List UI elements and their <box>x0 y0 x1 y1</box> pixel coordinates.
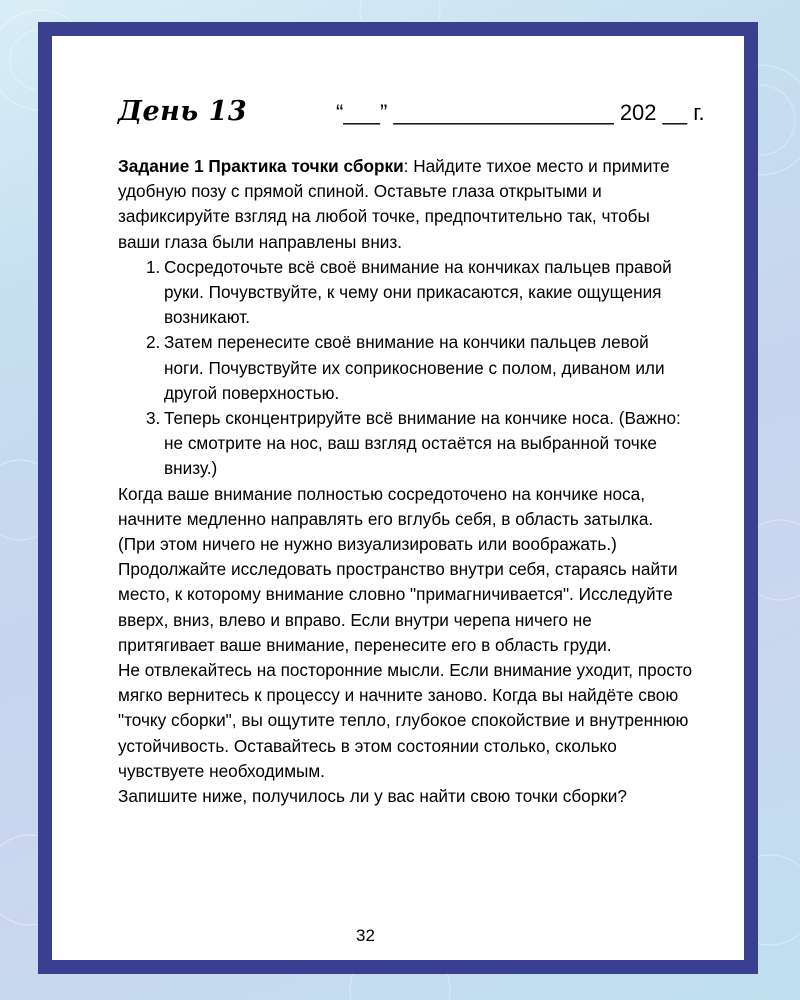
step-number: 2. <box>146 332 161 353</box>
task-intro-text: : Найдите тихое место и примите удобную позу с прямой спиной. Оставьте глаза открытыми и зафиксируйте взгляд на любой точке, предпочтительно так, чтобы ваши глаза были направлены вниз. <box>118 156 670 252</box>
list-item <box>146 330 693 406</box>
step-number: 1. <box>146 256 161 277</box>
task-intro-paragraph <box>118 154 693 255</box>
day-title: День 13 <box>118 96 248 127</box>
body-paragraph: Запишите ниже, получилось ли у вас найти свою точки сборки? <box>118 786 627 807</box>
list-item <box>146 255 693 331</box>
body-paragraph: Когда ваше внимание полностью сосредоточено на кончике носа, начните медленно направлять его вглубь себя, в область затылка. (При этом ничего не нужно визуализировать или воображать.) <box>118 483 654 555</box>
body-paragraph: Не отвлекайтесь на посторонние мысли. Если внимание уходит, просто мягко вернитесь к процессу и начните заново. Когда вы найдёте свою "точку сборки", вы ощутите тепло, глубокое спокойствие и внутреннюю устойчивость. Оставайтесь в этом состоянии столько, сколько чувствуете необходимым. <box>118 660 693 781</box>
step-text: Сосредоточьте всё своё внимание на кончиках пальцев правой руки. Почувствуйте, к чему они прикасаются, какие ощущения возникают. <box>164 256 672 328</box>
task-body <box>118 154 693 809</box>
page-number: 32 <box>356 926 375 945</box>
list-item <box>146 406 693 482</box>
steps-list <box>118 255 693 482</box>
step-text: Затем перенесите своё внимание на кончики пальцев левой ноги. Почувствуйте их соприкосновение с полом, диваном или другой поверхностью. <box>164 332 665 403</box>
step-text: Теперь сконцентрируйте всё внимание на кончике носа. (Важно: не смотрите на нос, ваш взгляд остаётся на выбранной точке внизу.) <box>164 408 681 479</box>
step-number: 3. <box>146 408 161 429</box>
body-paragraph: Продолжайте исследовать пространство внутри себя, стараясь найти место, к которому внимание словно "примагничивается". Исследуйте вверх, вниз, влево и вправо. Если внутри черепа ничего не притягивает ваше внимание, перенесите его в область груди. <box>118 559 678 655</box>
task-heading: Задание 1 Практика точки сборки <box>118 156 404 176</box>
date-line: “___” __________________ 202 __ г. <box>336 100 705 125</box>
